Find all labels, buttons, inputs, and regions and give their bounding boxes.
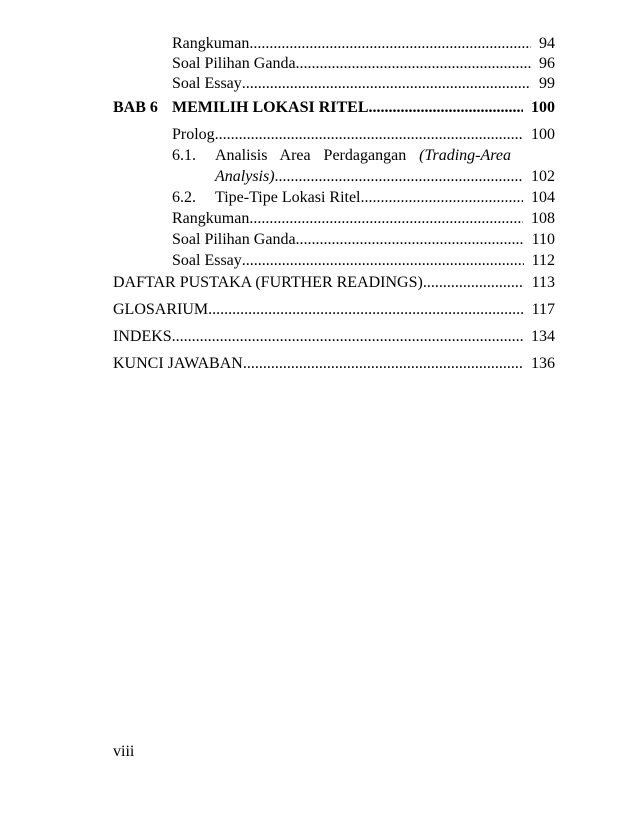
toc-entry-label: DAFTAR PUSTAKA (FURTHER READINGS) (113, 274, 423, 291)
toc-entry-label: Prolog (172, 126, 215, 143)
back-matter-entries (113, 273, 555, 374)
toc-entry-label: GLOSARIUM (113, 301, 209, 318)
toc-entry-page: 136 (531, 355, 555, 372)
toc-entry-rangkuman-2 (172, 208, 555, 229)
dot-leader (208, 300, 523, 320)
toc-entry-page: 110 (531, 231, 555, 248)
dot-leader (243, 354, 523, 374)
toc-entry-label: Tipe-Tipe Lokasi Ritel (215, 189, 361, 206)
toc-entry-label-continuation: Analysis) (215, 168, 275, 185)
toc-entry-indeks (113, 327, 555, 347)
toc-entry-prolog (172, 124, 555, 145)
toc-entry-page: 113 (531, 274, 555, 291)
toc-entry-label-italic: (Trading-Area (419, 147, 511, 164)
dot-leader (361, 187, 524, 208)
toc-entry-page: 104 (531, 189, 555, 206)
toc-entry-label: Soal Pilihan Ganda (172, 231, 296, 248)
toc-entry-page: 100 (531, 126, 555, 143)
toc-chapter-heading-bab-6 (113, 98, 555, 118)
toc-entry-label: INDEKS (113, 328, 172, 345)
dot-leader (423, 273, 524, 293)
toc-entry-label-regular: Analisis Area Perdagangan (215, 147, 407, 164)
toc-entry-page: 112 (531, 252, 555, 269)
dot-leader (275, 166, 523, 187)
dot-leader (249, 208, 523, 229)
section-number: 6.1. (172, 147, 196, 164)
toc-entry-label: KUNCI JAWABAN (113, 355, 243, 372)
toc-entry-6-2 (172, 187, 555, 208)
toc-entry-label: Soal Essay (172, 252, 242, 269)
table-of-contents (113, 34, 555, 374)
toc-entry-page: 108 (531, 210, 555, 227)
dot-leader (242, 74, 531, 94)
toc-entry-soal-essay-2 (172, 250, 555, 271)
toc-entry-label (215, 145, 555, 166)
dot-leader (296, 229, 524, 250)
toc-entry-page: 117 (531, 301, 555, 318)
dot-leader (368, 98, 523, 118)
toc-entry-6-1-line-2 (172, 166, 555, 187)
toc-entry-label: Soal Pilihan Ganda (172, 55, 296, 72)
toc-entry-glosarium (113, 300, 555, 320)
chapter-title: MEMILIH LOKASI RITEL (172, 99, 369, 116)
chapter-number: BAB 6 (113, 99, 158, 116)
chapter-entries (113, 124, 555, 271)
toc-entry-kunci-jawaban (113, 354, 555, 374)
toc-entry-soal-pilihan-ganda-2 (172, 229, 555, 250)
section-number: 6.2. (172, 189, 196, 206)
toc-entry-page: 99 (539, 75, 555, 92)
toc-entry-label: Rangkuman (172, 35, 250, 52)
toc-entry-label: Soal Essay (172, 75, 242, 92)
toc-entry-label: Rangkuman (172, 210, 250, 227)
toc-entry-rangkuman-1 (113, 34, 555, 54)
toc-entry-daftar-pustaka (113, 273, 555, 293)
toc-entry-soal-essay-1 (113, 74, 555, 94)
dot-leader (249, 34, 531, 54)
dot-leader (215, 124, 523, 145)
toc-entry-page: 102 (531, 168, 555, 185)
toc-entry-6-1-line-1 (172, 145, 555, 166)
toc-entry-page: 134 (531, 328, 555, 345)
dot-leader (242, 250, 524, 271)
dot-leader (296, 54, 531, 74)
toc-entry-soal-pilihan-ganda-1 (113, 54, 555, 74)
toc-entry-page: 94 (539, 35, 555, 52)
page-footer-number: viii (113, 743, 135, 760)
dot-leader (172, 327, 523, 347)
toc-entry-page: 96 (539, 55, 555, 72)
chapter-page: 100 (531, 99, 555, 116)
